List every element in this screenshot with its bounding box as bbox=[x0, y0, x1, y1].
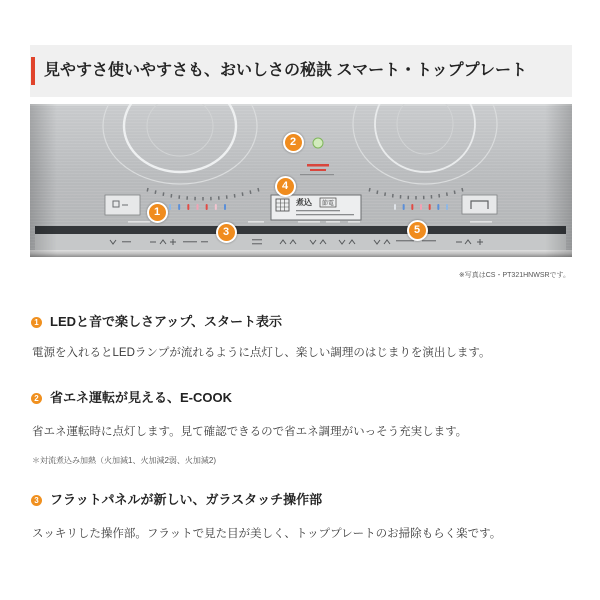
cooktop-photo bbox=[30, 104, 572, 257]
feature-number-badge: 3 bbox=[31, 495, 42, 506]
edge-shading bbox=[30, 104, 572, 257]
feature-heading: LEDと音で楽しさアップ、スタート表示 bbox=[50, 314, 283, 329]
feature-heading: 省エネ運転が見える、E-COOK bbox=[50, 390, 233, 405]
header-accent-bar bbox=[31, 57, 35, 85]
feature-description: 省エネ運転時に点灯します。見て確認できるので省エネ調理がいっそう充実します。 bbox=[32, 426, 468, 438]
feature-heading: フラットパネルが新しい、ガラスタッチ操作部 bbox=[50, 492, 323, 507]
callout-5: 5 bbox=[407, 220, 428, 241]
feature-footnote: ＊対流煮込み加熱（火加減1、火加減2弱、火加減2) bbox=[32, 456, 217, 465]
feature-description: スッキリした操作部。フラットで見た目が美しく、トッププレートのお掃除もらく楽です。 bbox=[32, 528, 502, 540]
feature-number-badge: 2 bbox=[31, 393, 42, 404]
feature-number-badge: 1 bbox=[31, 317, 42, 328]
feature-description: 電源を入れるとLEDランプが流れるように点灯し、楽しい調理のはじまりを演出します。 bbox=[32, 347, 491, 359]
section-title: 見やすさ使いやすさも、おいしさの秘訣 スマート・トッププレート bbox=[44, 62, 528, 79]
section-header bbox=[30, 45, 572, 97]
photo-caption: ※写真はCS・PT321HNWSRです。 bbox=[458, 272, 570, 279]
callout-2: 2 bbox=[283, 132, 304, 153]
cooktop-illustration bbox=[30, 104, 572, 257]
callout-4: 4 bbox=[275, 176, 296, 197]
callout-3: 3 bbox=[216, 222, 237, 243]
callout-1: 1 bbox=[147, 202, 168, 223]
